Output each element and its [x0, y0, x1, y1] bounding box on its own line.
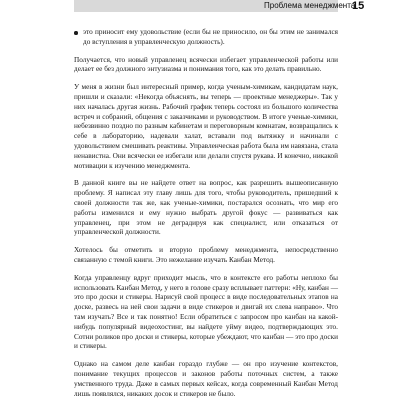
running-header [0, 0, 420, 18]
paragraph: Получается, что новый управленец всячески избегает управленческой работы или делает ее без должного энтузиазма и понимания того, как это делать правильно. [74, 55, 338, 74]
body-text [74, 28, 338, 407]
paragraph: В данной книге вы не найдете ответ на вопрос, как разрешить вышеописанную проблему. Я написал эту главу лишь для того, чтобы руководитель, пришедший к своей должности так же, как ученые-химики, постарался осознать, что мир его работы изменился и ему нужно выбрать другой фокус — развиваться как управленец, при этом не деградируя как специалист, или отказаться от управленческой должности. [74, 179, 338, 237]
bullet-list [74, 28, 338, 48]
paragraph: Однако на самом деле канбан гораздо глубже — он про изучение контекстов, понимание текущих процессов и законов работы поточных систем, а также умственного труда. Даже в самых первых кейсах, когда современный Канбан Метод лишь появлялся, никаких досок и стикеров не было. [74, 360, 338, 398]
bullet-text: это приносит ему удовольствие (если бы не приносило, он бы этим не занимался до вступления в управленческую должность). [83, 28, 338, 46]
paragraph: Когда управленцу вдруг приходит мысль, что в контексте его работы неплохо бы использовать Канбан Метод, у него в голове сразу всплывает паттерн: «Ну, канбан — это про доски и стикеры. Нарисуй свой процесс в виде последовательных этапов на доске, развесь на ней свои задачи в виде стикеров и двигай их слева направо». Что там изучать? Все и так понятно! Если обратиться с запросом про канбан на какой-нибудь популярный видеохостинг, вы найдете уйму видео, подтверждающих это. Сотни роликов про доски и стикеры, которые убеждают, что канбан — это про доски и стикеры. [74, 273, 338, 351]
chapter-title: Проблема менеджмента [264, 1, 356, 10]
paragraph: У меня в жизни был интересный пример, когда ученым-химикам, кандидатам наук, пришли и сказали: «Некогда объяснять, вы теперь — проектные менеджеры». Так у них началась другая жизнь. Рабочий график теперь состоял из большого количества встреч и собраний, общения с заказчиками и руководством. В итоге ученые-химики, небезвинно поздно по разным кабинетам и переговорным комнатам, возвращались к себе в лабораторию, надевали халат, вставали под вытяжку и начинали с удовольствием смешивать реактивы. Управленческая работа была им навязана, стала ненавистна. Они всячески ее избегали или делали спустя рукава. И конечно, никакой мотивации к изучению менеджмента. [74, 83, 338, 170]
bullet-item [74, 28, 338, 48]
bullet-icon [74, 31, 78, 35]
paragraph: Хотелось бы отметить и вторую проблему менеджмента, непосредственно связанную с темой книги. Это нежелание изучать Канбан Метод. [74, 246, 338, 264]
page-number: 15 [352, 0, 365, 12]
